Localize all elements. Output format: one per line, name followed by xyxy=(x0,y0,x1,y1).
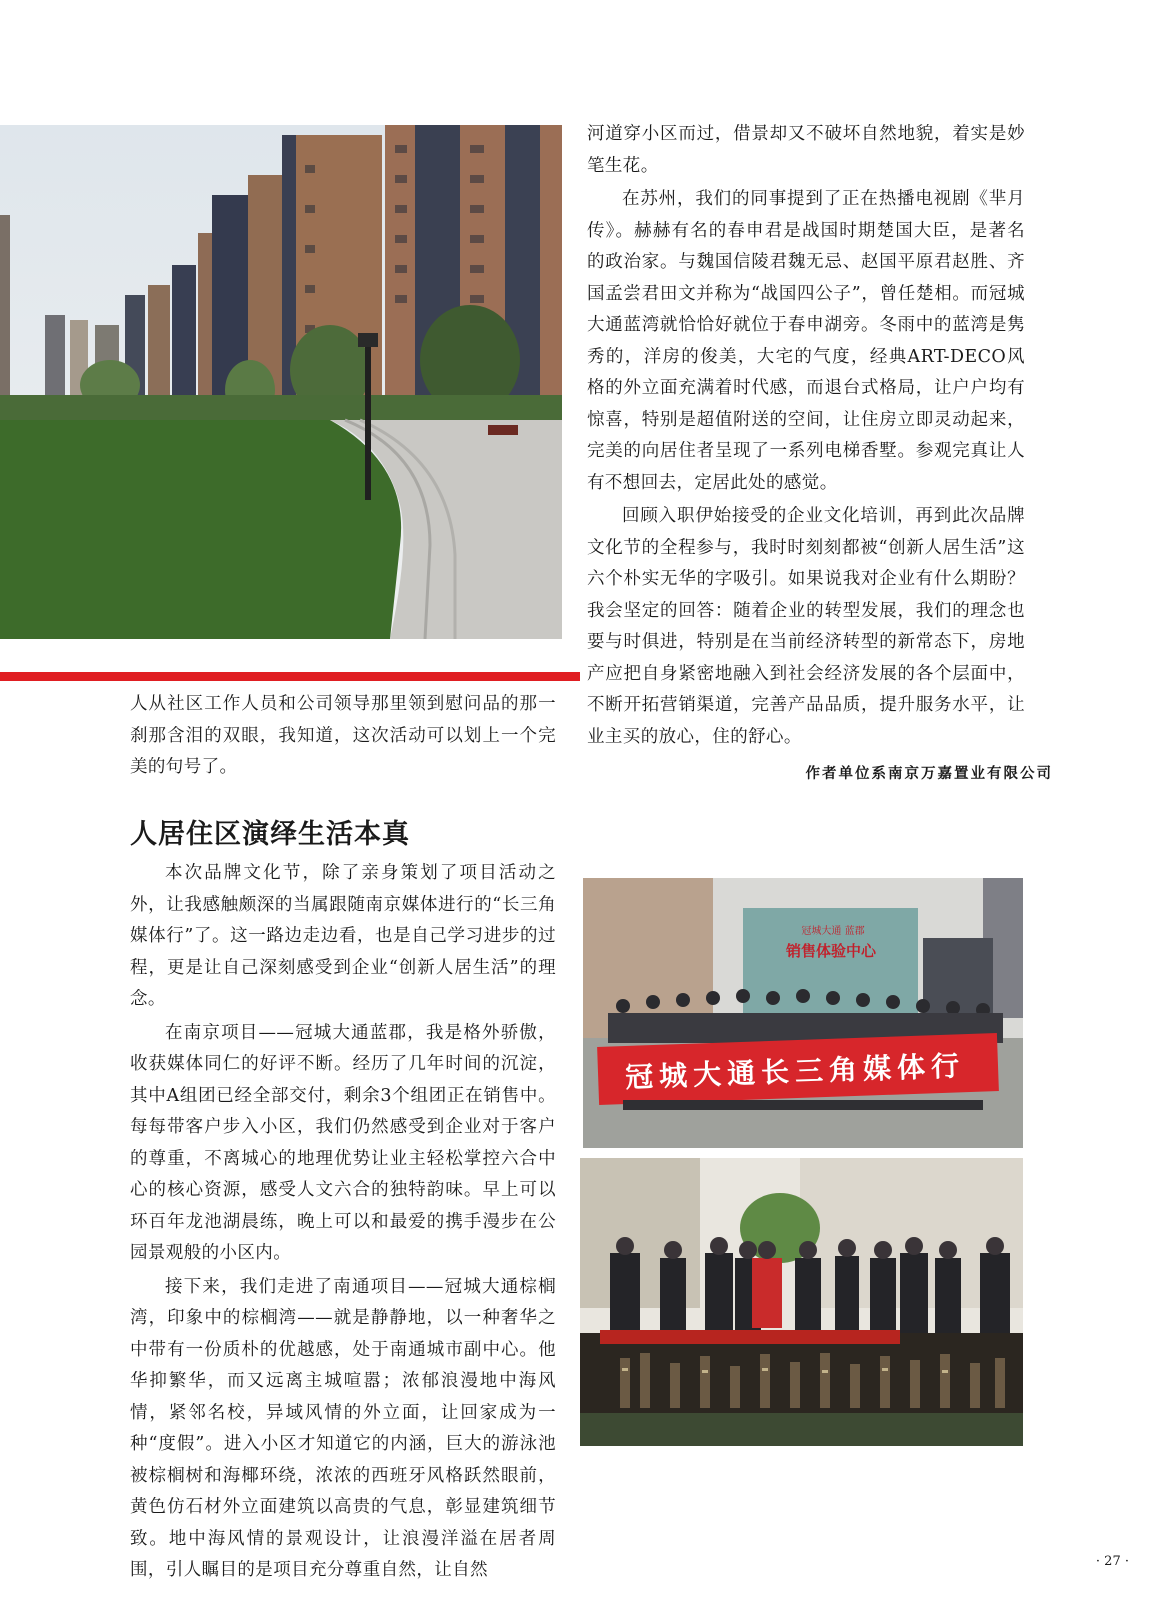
right-column xyxy=(587,119,1025,755)
sales-sign-small: 冠城大通 蓝郡 xyxy=(801,926,865,937)
media-tour-banner: 冠城大通长三角媒体行 xyxy=(624,1049,966,1095)
residential-complex-photo xyxy=(0,125,562,639)
author-credit: 作者单位系南京万嘉置业有限公司 xyxy=(805,765,1053,782)
paragraph: 河道穿小区而过，借景却又不破坏自然地貌，着实是妙笔生花。 xyxy=(587,124,1025,176)
paragraph: 在南京项目——冠城大通蓝郡，我是格外骄傲，收获媒体同仁的好评不断。经历了几年时间的沉淀，其中A组团已经全部交付，剩余3个组团正在销售中。每每带客户步入小区，我们仍然感受到企业对于客户的尊重，不离城心的地理优势让业主轻松掌控六合中心的核心资源，感受人文六合的独特韵味。早上可以环百年龙池湖晨练，晚上可以和最爱的携手漫步在公园景观般的小区内。 xyxy=(130,1022,556,1263)
paragraph: 接下来，我们走进了南通项目——冠城大通棕榈湾，印象中的棕榈湾——就是静静地，以一种奢华之中带有一份质朴的优越感，处于南通城市副中心。他华抑繁华，而又远离主城喧嚣；浓郁浪漫地中海风情，紧邻名校，异域风情的外立面，让回家成为一种“度假”。进入小区才知道它的内涵，巨大的游泳池被棕榈树和海椰环绕，浓浓的西班牙风格跃然眼前，黄色仿石材外立面建筑以高贵的气息，彰显建筑细节致。地中海风情的景观设计，让浪漫洋溢在居者周围，引人瞩目的是项目充分尊重自然，让自然 xyxy=(130,1276,556,1580)
group-photo xyxy=(583,878,1023,1148)
left-column-intro xyxy=(130,689,556,786)
accent-rule xyxy=(0,672,580,681)
page-number: · 27 · xyxy=(1095,1554,1129,1569)
paragraph: 本次品牌文化节，除了亲身策划了项目活动之外，让我感触颇深的当属跟随南京媒体进行的“长三角媒体行”了。这一路边走边看，也是自己学习进步的过程，更是让自己深刻感受到企业“创新人居生活”的理念。 xyxy=(130,863,556,1009)
left-column-body xyxy=(130,858,556,1589)
paragraph: 人从社区工作人员和公司领导那里领到慰问品的那一刹那含泪的双眼，我知道，这次活动可以划上一个完美的句号了。 xyxy=(130,694,556,777)
paragraph: 在苏州，我们的同事提到了正在热播电视剧《芈月传》。赫赫有名的春申君是战国时期楚国大臣，是著名的政治家。与魏国信陵君魏无忌、赵国平原君赵胜、齐国孟尝君田文并称为“战国四公子”，曾任楚相。而冠城大通蓝湾就恰恰好就位于春申湖旁。冬雨中的蓝湾是隽秀的，洋房的俊美，大宅的气度，经典ART-DECO风格的外立面充满着时代感，而退台式格局，让户户均有惊喜，特别是超值附送的空间，让住房立即灵动起来，完美的向居住者呈现了一系列电梯香墅。参观完真让人有不想回去，定居此处的感觉。 xyxy=(587,189,1025,493)
section-heading: 人居住区演绎生活本真 xyxy=(130,819,410,850)
paragraph: 回顾入职伊始接受的企业文化培训，再到此次品牌文化节的全程参与，我时时刻刻都被“创新人居生活”这六个朴实无华的字吸引。如果说我对企业有什么期盼？我会坚定的回答：随着企业的转型发展，我们的理念也要与时俱进，特别是在当前经济转型的新常态下，房地产应把自身紧密地融入到社会经济发展的各个层面中，不断开拓营销渠道，完善产品品质，提升服务水平，让业主买的放心，住的舒心。 xyxy=(587,506,1025,747)
sand-table-photo xyxy=(580,1158,1023,1446)
sales-sign: 销售体验中心 xyxy=(785,942,877,960)
